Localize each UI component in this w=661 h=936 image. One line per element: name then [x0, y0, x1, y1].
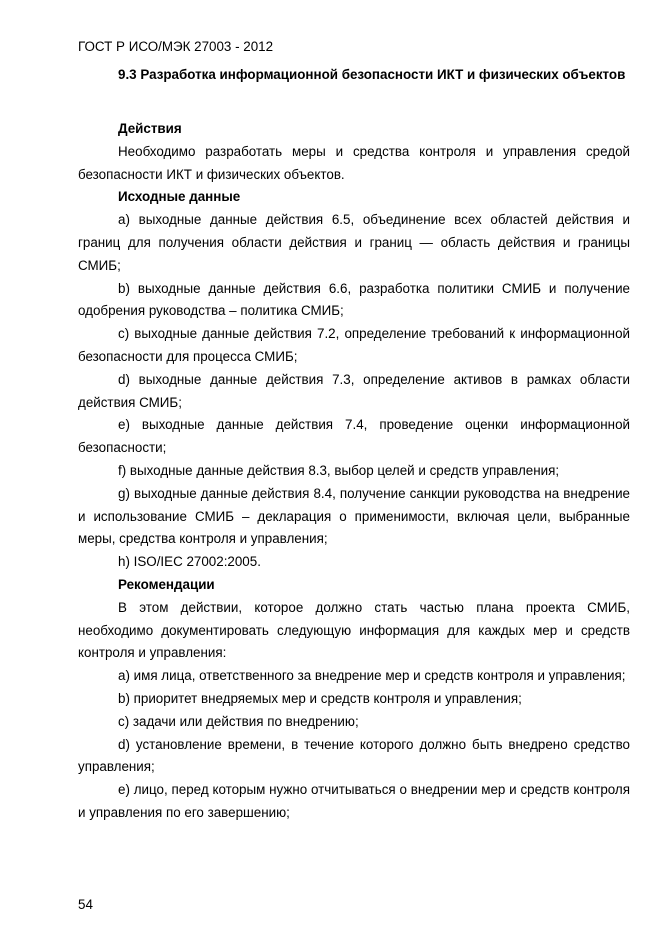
section-title: 9.3 Разработка информационной безопасности ИКТ и физических объектов: [118, 67, 626, 82]
recommendations-heading: Рекомендации: [118, 576, 215, 592]
recommendations-item-d: d) установление времени, в течение которого должно быть внедрено средство управления;: [78, 736, 630, 775]
inputs-item-c: c) выходные данные действия 7.2, определение требований к информационной безопасности для процесса СМИБ;: [78, 326, 630, 364]
inputs-item-h: h) ISO/IEC 27002:2005.: [118, 554, 261, 570]
inputs-heading: Исходные данные: [118, 189, 241, 205]
page-number: 54: [78, 897, 93, 912]
section-body: [78, 118, 630, 825]
recommendations-intro: В этом действии, которое должно стать частью плана проекта СМИБ, необходимо документировать следующую информация для каждых мер и средств контроля и управления:: [78, 599, 630, 661]
recommendations-item-c: c) задачи или действия по внедрению;: [118, 713, 359, 729]
recommendations-item-a: a) имя лица, ответственного за внедрение мер и средств контроля и управления;: [118, 668, 626, 684]
actions-text: Необходимо разработать меры и средства контроля и управления средой безопасности ИКТ и физических объектов.: [78, 143, 630, 182]
inputs-item-g: g) выходные данные действия 8.4, получение санкции руководства на внедрение и использование СМИБ – декларация о применимости, включая цели, выбранные меры, средства контроля и управления;: [78, 485, 630, 547]
recommendations-item-b: b) приоритет внедряемых мер и средств контроля и управления;: [118, 690, 522, 706]
recommendations-item-e: e) лицо, перед которым нужно отчитываться о внедрении мер и средств контроля и управления по его завершению;: [78, 782, 630, 820]
actions-heading: Действия: [118, 121, 182, 136]
inputs-item-d: d) выходные данные действия 7.3, определение активов в рамках области действия СМИБ;: [78, 371, 630, 410]
inputs-item-b: b) выходные данные действия 6.6, разработка политики СМИБ и получение одобрения руководства – политика СМИБ;: [78, 280, 630, 319]
inputs-item-e: e) выходные данные действия 7.4, проведение оценки информационной безопасности;: [78, 417, 630, 456]
standard-header: ГОСТ Р ИСО/МЭК 27003 - 2012: [78, 39, 274, 54]
inputs-item-f: f) выходные данные действия 8.3, выбор целей и средств управления;: [118, 462, 560, 478]
inputs-item-a: a) выходные данные действия 6.5, объединение всех областей действия и границ для получения области действия и границ — область действия и границы СМИБ;: [78, 212, 630, 273]
